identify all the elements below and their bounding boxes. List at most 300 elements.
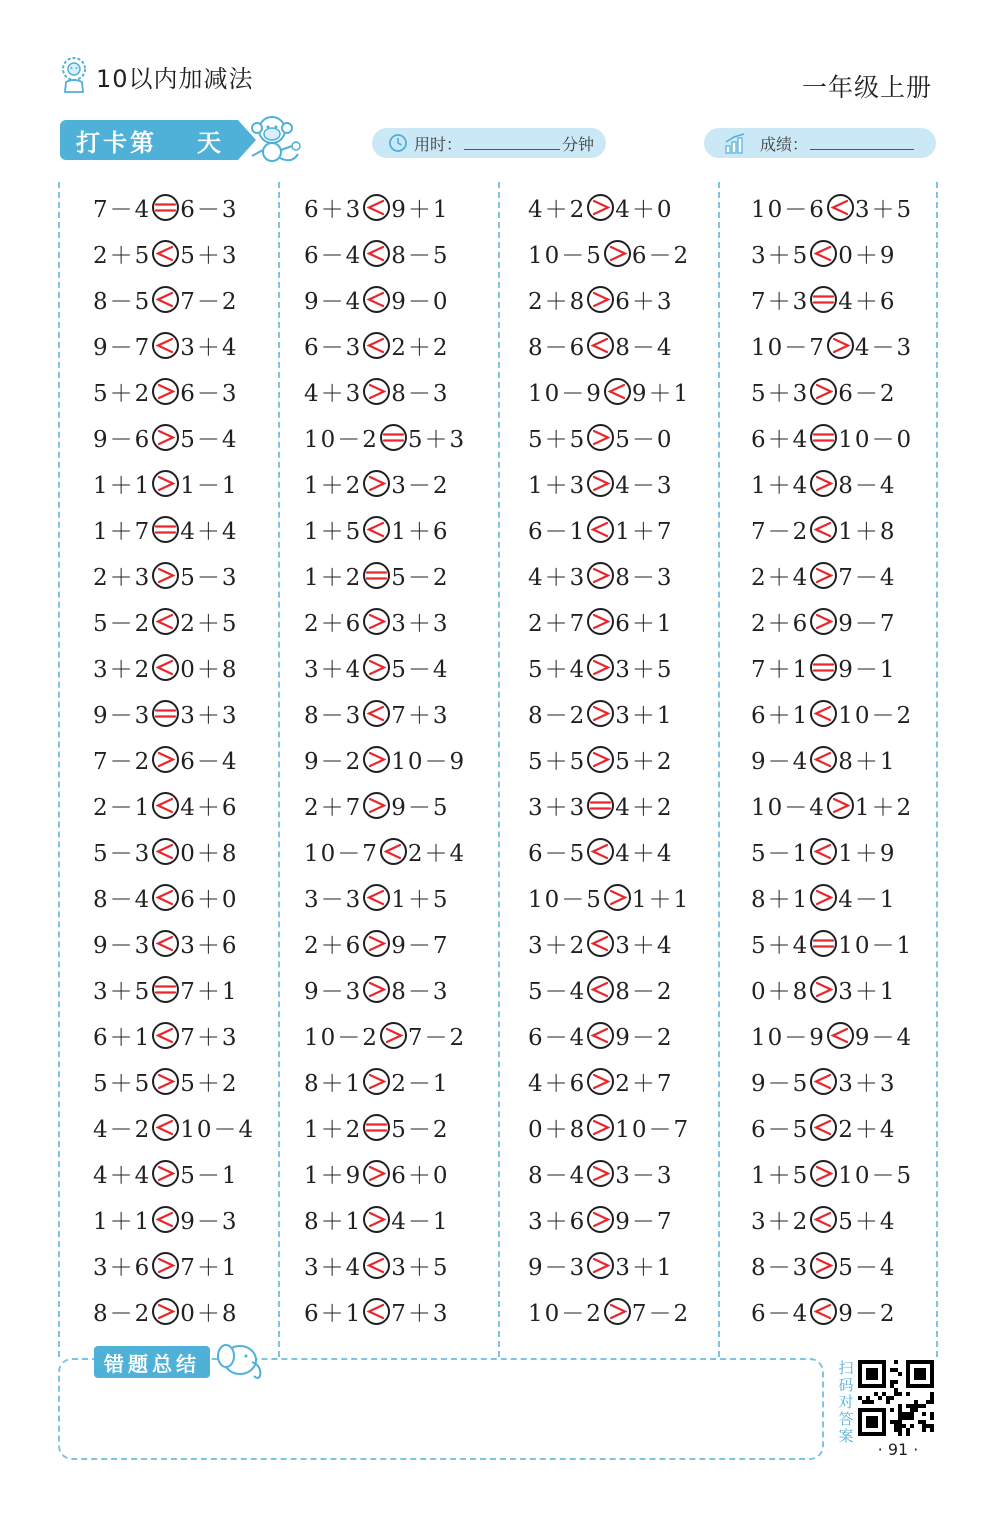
answer-circle[interactable]: [363, 884, 390, 911]
comparison-mark: [380, 424, 407, 451]
equation-right: 2＋5: [180, 610, 239, 637]
answer-circle[interactable]: [810, 884, 837, 911]
equation-right: 5＋3: [407, 426, 467, 453]
answer-circle[interactable]: [152, 746, 179, 773]
equation-left: 1＋3: [528, 472, 587, 499]
equation-right: 6＋3: [615, 288, 674, 315]
equation-left: 3＋4: [304, 1254, 363, 1281]
answer-circle[interactable]: [152, 424, 179, 451]
comparison-mark: [363, 1206, 390, 1233]
equation-right: 3－3: [615, 1162, 674, 1189]
answer-circle[interactable]: [363, 1114, 390, 1141]
answer-circle[interactable]: [152, 792, 179, 819]
equation-left: 4＋2: [528, 196, 587, 223]
answer-circle[interactable]: [152, 1160, 179, 1187]
equation-right: 3＋1: [615, 702, 674, 729]
equation-right: 7＋1: [180, 1254, 239, 1281]
equation-right: 7＋1: [180, 978, 239, 1005]
comparison-mark: [152, 1206, 179, 1233]
equation-right: 8＋1: [838, 748, 897, 775]
answer-circle[interactable]: [152, 378, 179, 405]
answer-circle[interactable]: [363, 1068, 390, 1095]
comparison-mark: [810, 838, 837, 865]
equation-row: [528, 279, 674, 319]
answer-circle[interactable]: [363, 194, 390, 221]
equation-right: 10－2: [838, 702, 914, 729]
comparison-mark: [363, 240, 390, 267]
equation-row: [751, 877, 897, 917]
column-divider: [278, 182, 280, 1357]
comparison-mark: [152, 700, 179, 727]
equation-left: 3＋3: [528, 794, 587, 821]
answer-circle[interactable]: [604, 1298, 631, 1325]
equation-row: [751, 233, 897, 273]
answer-circle[interactable]: [827, 332, 854, 359]
equation-left: 4＋3: [528, 564, 587, 591]
equation-right: 10－1: [838, 932, 914, 959]
answer-circle[interactable]: [810, 516, 837, 543]
equation-left: 8＋1: [304, 1070, 363, 1097]
answer-circle[interactable]: [810, 608, 837, 635]
equation-row: [751, 279, 897, 319]
answer-circle[interactable]: [587, 654, 614, 681]
comparison-mark: [810, 1068, 837, 1095]
comparison-mark: [152, 1114, 179, 1141]
answer-circle[interactable]: [827, 194, 854, 221]
answer-circle[interactable]: [363, 1160, 390, 1187]
equation-left: 10－5: [528, 886, 603, 913]
equation-row: [751, 509, 897, 549]
equation-left: 3＋2: [751, 1208, 810, 1235]
equation-right: 7－2: [180, 288, 239, 315]
answer-circle[interactable]: [152, 930, 179, 957]
comparison-mark: [152, 470, 179, 497]
lion-icon: [58, 56, 90, 96]
answer-circle[interactable]: [810, 1298, 837, 1325]
comparison-mark: [363, 1298, 390, 1325]
equation-left: 2＋6: [751, 610, 810, 637]
equation-row: [93, 233, 239, 273]
equation-left: 6＋1: [304, 1300, 363, 1327]
answer-circle[interactable]: [810, 286, 837, 313]
elephant-icon: [212, 1338, 268, 1382]
comparison-mark: [152, 286, 179, 313]
equation-row: [304, 509, 450, 549]
equation-left: 5－3: [93, 840, 152, 867]
equation-row: [751, 1015, 913, 1055]
equation-right: 9－4: [854, 1024, 914, 1051]
answer-circle[interactable]: [604, 240, 631, 267]
equation-left: 10－2: [304, 1024, 379, 1051]
checkin-banner: [60, 120, 238, 160]
answer-circle[interactable]: [587, 792, 614, 819]
answer-circle[interactable]: [363, 930, 390, 957]
page-number: · 91 ·: [877, 1440, 919, 1459]
equation-row: [528, 233, 690, 273]
equation-left: 3＋4: [304, 656, 363, 683]
answer-circle[interactable]: [380, 838, 407, 865]
answer-circle[interactable]: [827, 792, 854, 819]
equation-right: 4－3: [854, 334, 914, 361]
score-blank[interactable]: [810, 136, 914, 150]
comparison-mark: [152, 884, 179, 911]
equation-row: [304, 555, 450, 595]
comparison-mark: [363, 608, 390, 635]
equation-right: 3＋3: [391, 610, 450, 637]
answer-circle[interactable]: [587, 746, 614, 773]
equation-row: [304, 371, 450, 411]
equation-left: 10－5: [528, 242, 603, 269]
answer-circle[interactable]: [587, 424, 614, 451]
answer-circle[interactable]: [810, 1068, 837, 1095]
answer-circle[interactable]: [363, 1206, 390, 1233]
answer-circle[interactable]: [363, 332, 390, 359]
equation-right: 3－2: [391, 472, 450, 499]
equation-left: 5＋4: [528, 656, 587, 683]
answer-circle[interactable]: [363, 1298, 390, 1325]
answer-circle[interactable]: [810, 1114, 837, 1141]
equation-row: [93, 417, 239, 457]
equation-row: [93, 739, 239, 779]
answer-circle[interactable]: [587, 1160, 614, 1187]
equation-right: 3＋3: [838, 1070, 897, 1097]
equation-row: [304, 1153, 450, 1193]
comparison-mark: [152, 424, 179, 451]
equation-left: 5－2: [93, 610, 152, 637]
equation-right: 7－2: [631, 1300, 691, 1327]
equation-left: 1＋4: [751, 472, 810, 499]
equation-right: 5－4: [391, 656, 450, 683]
equation-right: 9－2: [838, 1300, 897, 1327]
equation-left: 8－2: [93, 1300, 152, 1327]
answer-circle[interactable]: [810, 746, 837, 773]
equation-right: 6＋1: [615, 610, 674, 637]
equation-row: [304, 417, 466, 457]
equation-row: [751, 831, 897, 871]
answer-circle[interactable]: [152, 654, 179, 681]
equation-left: 10－6: [751, 196, 826, 223]
qr-code[interactable]: [858, 1360, 938, 1436]
comparison-mark: [604, 884, 631, 911]
answer-circle[interactable]: [152, 608, 179, 635]
answer-circle[interactable]: [152, 562, 179, 589]
answer-circle[interactable]: [363, 1252, 390, 1279]
answer-circle[interactable]: [810, 838, 837, 865]
equation-row: [304, 1291, 450, 1331]
equation-left: 0＋8: [751, 978, 810, 1005]
comparison-mark: [827, 792, 854, 819]
equation-row: [93, 601, 239, 641]
answer-circle[interactable]: [810, 1206, 837, 1233]
comparison-mark: [363, 286, 390, 313]
answer-circle[interactable]: [152, 286, 179, 313]
equation-left: 3＋2: [528, 932, 587, 959]
equation-right: 7－2: [407, 1024, 467, 1051]
equation-row: [93, 325, 239, 365]
equation-right: 7＋3: [391, 1300, 450, 1327]
equation-left: 7－4: [93, 196, 152, 223]
answer-circle[interactable]: [810, 424, 837, 451]
equation-left: 9－2: [304, 748, 363, 775]
equation-right: 1＋1: [631, 886, 691, 913]
equation-row: [751, 463, 897, 503]
answer-circle[interactable]: [587, 1206, 614, 1233]
answer-circle[interactable]: [587, 976, 614, 1003]
answer-circle[interactable]: [363, 562, 390, 589]
comparison-mark: [810, 240, 837, 267]
equation-left: 3＋5: [93, 978, 152, 1005]
equation-right: 3＋5: [615, 656, 674, 683]
equation-row: [304, 1199, 450, 1239]
answer-circle[interactable]: [810, 700, 837, 727]
equation-right: 6－4: [180, 748, 239, 775]
answer-circle[interactable]: [152, 1068, 179, 1095]
monkey-icon: [246, 112, 304, 166]
equation-row: [304, 831, 466, 871]
equation-row: [528, 1291, 690, 1331]
answer-circle[interactable]: [152, 470, 179, 497]
comparison-mark: [810, 1160, 837, 1187]
answer-circle[interactable]: [152, 240, 179, 267]
equation-right: 6－2: [838, 380, 897, 407]
answer-circle[interactable]: [363, 608, 390, 635]
equation-row: [93, 969, 239, 1009]
answer-circle[interactable]: [380, 1022, 407, 1049]
answer-circle[interactable]: [587, 516, 614, 543]
equation-left: 2－1: [93, 794, 152, 821]
comparison-mark: [827, 194, 854, 221]
equation-right: 9－3: [180, 1208, 239, 1235]
comparison-mark: [810, 286, 837, 313]
comparison-mark: [810, 1114, 837, 1141]
equation-right: 1＋7: [615, 518, 674, 545]
comparison-mark: [587, 1022, 614, 1049]
equation-right: 0＋8: [180, 1300, 239, 1327]
answer-circle[interactable]: [363, 470, 390, 497]
comparison-mark: [587, 1114, 614, 1141]
equation-left: 10－9: [751, 1024, 826, 1051]
answer-circle[interactable]: [587, 1252, 614, 1279]
answer-circle[interactable]: [363, 654, 390, 681]
answer-circle[interactable]: [587, 1022, 614, 1049]
comparison-mark: [363, 1114, 390, 1141]
answer-circle[interactable]: [810, 378, 837, 405]
equation-left: 2＋8: [528, 288, 587, 315]
answer-circle[interactable]: [587, 930, 614, 957]
equation-right: 4＋6: [838, 288, 897, 315]
comparison-mark: [152, 976, 179, 1003]
comparison-mark: [587, 792, 614, 819]
equation-left: 3＋6: [93, 1254, 152, 1281]
page-title: 10以内加减法: [96, 64, 254, 93]
answer-circle[interactable]: [587, 562, 614, 589]
comparison-mark: [587, 1068, 614, 1095]
answer-circle[interactable]: [152, 1022, 179, 1049]
answer-circle[interactable]: [380, 424, 407, 451]
equation-right: 9＋1: [631, 380, 691, 407]
comparison-mark: [827, 1022, 854, 1049]
equation-right: 3＋5: [391, 1254, 450, 1281]
equation-right: 9－2: [615, 1024, 674, 1051]
equation-left: 6＋3: [304, 196, 363, 223]
answer-circle[interactable]: [810, 930, 837, 957]
answer-circle[interactable]: [363, 378, 390, 405]
answer-circle[interactable]: [152, 1206, 179, 1233]
answer-circle[interactable]: [810, 654, 837, 681]
equation-row: [304, 1015, 466, 1055]
equation-right: 6＋0: [180, 886, 239, 913]
equation-row: [751, 555, 897, 595]
answer-circle[interactable]: [152, 700, 179, 727]
comparison-mark: [363, 792, 390, 819]
comparison-mark: [587, 654, 614, 681]
answer-circle[interactable]: [587, 286, 614, 313]
answer-circle[interactable]: [604, 378, 631, 405]
answer-circle[interactable]: [587, 608, 614, 635]
comparison-mark: [363, 700, 390, 727]
equation-left: 1＋5: [304, 518, 363, 545]
comparison-mark: [152, 654, 179, 681]
equation-right: 8－3: [391, 978, 450, 1005]
equation-right: 8－3: [615, 564, 674, 591]
equation-left: 1＋9: [304, 1162, 363, 1189]
equation-row: [751, 601, 897, 641]
equation-row: [304, 463, 450, 503]
equation-row: [304, 1061, 450, 1101]
answer-circle[interactable]: [363, 286, 390, 313]
answer-circle[interactable]: [152, 1114, 179, 1141]
answer-circle[interactable]: [363, 700, 390, 727]
header-left: [58, 56, 254, 96]
answer-circle[interactable]: [152, 976, 179, 1003]
answer-circle[interactable]: [363, 976, 390, 1003]
equation-left: 3＋2: [93, 656, 152, 683]
answer-circle[interactable]: [363, 792, 390, 819]
answer-circle[interactable]: [152, 194, 179, 221]
answer-circle[interactable]: [152, 1252, 179, 1279]
answer-circle[interactable]: [810, 562, 837, 589]
equation-row: [528, 693, 674, 733]
answer-circle[interactable]: [152, 516, 179, 543]
equation-right: 10－0: [838, 426, 914, 453]
answer-circle[interactable]: [152, 1298, 179, 1325]
mistake-summary-label: 错题总结: [94, 1346, 210, 1378]
comparison-mark: [587, 746, 614, 773]
answer-circle[interactable]: [587, 1068, 614, 1095]
equation-left: 4＋4: [93, 1162, 152, 1189]
answer-circle[interactable]: [152, 884, 179, 911]
comparison-mark: [152, 1298, 179, 1325]
equation-left: 10－2: [528, 1300, 603, 1327]
answer-circle[interactable]: [810, 976, 837, 1003]
equation-right: 7＋3: [391, 702, 450, 729]
answer-circle[interactable]: [604, 884, 631, 911]
comparison-mark: [152, 838, 179, 865]
equation-row: [751, 1245, 897, 1285]
answer-circle[interactable]: [363, 746, 390, 773]
equation-row: [751, 647, 897, 687]
comparison-mark: [810, 608, 837, 635]
equation-row: [528, 969, 674, 1009]
equation-row: [528, 1153, 674, 1193]
equation-right: 5－3: [180, 564, 239, 591]
equation-right: 3＋1: [838, 978, 897, 1005]
equation-right: 2＋2: [391, 334, 450, 361]
score-field[interactable]: [704, 128, 936, 158]
comparison-mark: [810, 424, 837, 451]
equation-left: 9－7: [93, 334, 152, 361]
comparison-mark: [152, 240, 179, 267]
equation-left: 6－4: [304, 242, 363, 269]
equation-row: [93, 1245, 239, 1285]
answer-circle[interactable]: [152, 838, 179, 865]
comparison-mark: [152, 378, 179, 405]
equation-left: 4－2: [93, 1116, 152, 1143]
answer-circle[interactable]: [827, 1022, 854, 1049]
equation-right: 1＋8: [838, 518, 897, 545]
equation-row: [93, 1061, 239, 1101]
answer-circle[interactable]: [810, 240, 837, 267]
answer-circle[interactable]: [152, 332, 179, 359]
answer-circle[interactable]: [587, 332, 614, 359]
answer-circle[interactable]: [810, 1160, 837, 1187]
comparison-mark: [363, 654, 390, 681]
equation-right: 9－7: [838, 610, 897, 637]
answer-circle[interactable]: [810, 470, 837, 497]
answer-circle[interactable]: [587, 1114, 614, 1141]
equation-right: 3＋3: [180, 702, 239, 729]
time-blank[interactable]: [464, 136, 560, 150]
comparison-mark: [152, 608, 179, 635]
comparison-mark: [810, 470, 837, 497]
answer-circle[interactable]: [363, 516, 390, 543]
equation-row: [93, 693, 239, 733]
equation-right: 4＋4: [180, 518, 239, 545]
equation-right: 4＋6: [180, 794, 239, 821]
equation-row: [528, 1199, 674, 1239]
time-unit: 分钟: [562, 134, 595, 154]
equation-right: 4＋2: [615, 794, 674, 821]
comparison-mark: [152, 1068, 179, 1095]
equation-left: 9－3: [93, 932, 152, 959]
answer-circle[interactable]: [587, 838, 614, 865]
answer-circle[interactable]: [363, 240, 390, 267]
equation-right: 10－5: [838, 1162, 914, 1189]
equation-row: [751, 969, 897, 1009]
equation-left: 8－3: [751, 1254, 810, 1281]
equation-row: [751, 1107, 897, 1147]
equation-right: 5＋2: [615, 748, 674, 775]
equation-right: 3＋1: [615, 1254, 674, 1281]
comparison-mark: [810, 1252, 837, 1279]
equation-row: [751, 739, 897, 779]
equation-row: [93, 1199, 239, 1239]
time-field[interactable]: [372, 128, 606, 158]
equation-row: [304, 969, 450, 1009]
answer-circle[interactable]: [587, 194, 614, 221]
answer-circle[interactable]: [810, 1252, 837, 1279]
comparison-mark: [587, 976, 614, 1003]
answer-circle[interactable]: [587, 470, 614, 497]
comparison-mark: [587, 838, 614, 865]
comparison-mark: [363, 470, 390, 497]
comparison-mark: [810, 1206, 837, 1233]
equation-row: [751, 1153, 913, 1193]
equation-row: [93, 923, 239, 963]
equation-row: [528, 187, 674, 227]
answer-circle[interactable]: [587, 700, 614, 727]
equation-left: 2＋6: [304, 932, 363, 959]
